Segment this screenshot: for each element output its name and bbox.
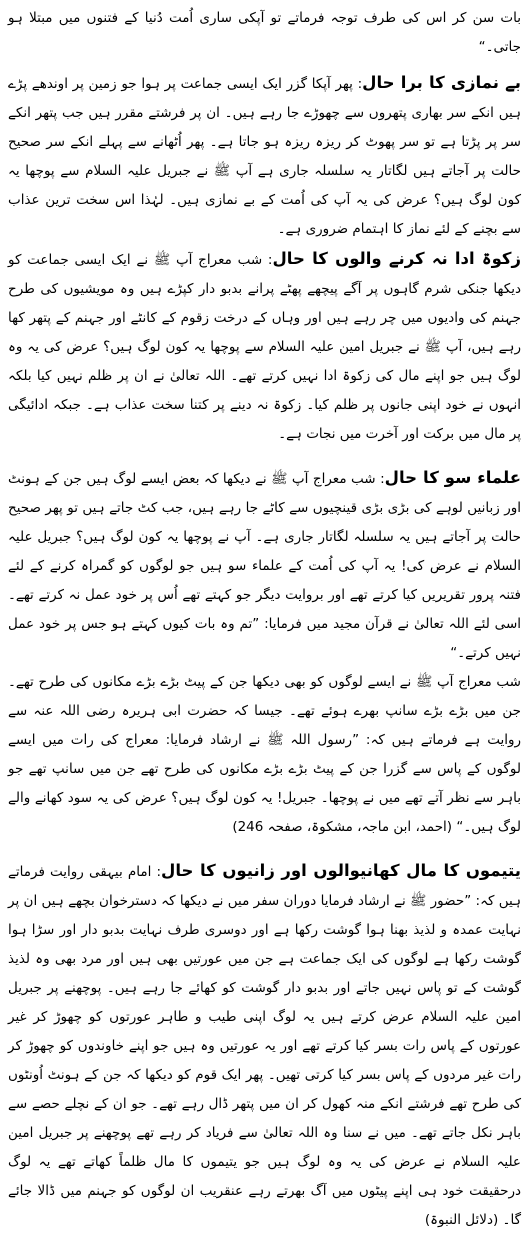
section-namaz xyxy=(8,68,521,244)
section-text: : پھر آپکا گزر ایک ایسی جماعت پر ہوا جو زمین پر اوندھے پڑے ہیں انکے سر بھاری پتھروں سے چھوڑے جا رہے ہیں۔ ان پر فرشتے مقرر ہیں جب پتھر انکے سر پر پڑتا ہے تو سر پھوٹ کر ریزہ ریزہ ہو جاتا ہے۔ پھر اُٹھانے سے پہلے انکے سر صحیح حالت پر آجاتے ہیں لگاتار یہ سلسلہ جاری ہے آپ ﷺ نے جبریل علیہ السلام سے پوچھا یہ کون لوگ ہیں؟ عرض کی یہ آپ کی اُمت کے بے نمازی ہیں۔ لہٰذا اس سخت ترین عذاب سے بچنے کے لئے نماز کا اہتمام ضروری ہے۔ xyxy=(8,76,521,237)
section-text: : شب معراج آپ ﷺ نے دیکھا کہ بعض ایسے لوگ ہیں جن کے ہونٹ اور زبانیں لوہے کی بڑی بڑی قینچیوں سے کاٹے جا رہے ہیں، جب کٹ جاتے ہیں تو پھر صحیح حالت پر آجاتے ہیں یہ سلسلہ لگاتار جاری ہے۔ آپ نے پوچھا یہ کون لوگ ہیں؟ جبریل علیہ السلام نے عرض کی! یہ آپ کی اُمت کے علماء سو ہیں جو لوگوں کو گمراہ کرنے کے لئے فتنہ پرور تقریریں کیا کرتے تھے اور بروایت دیگر جو کہتے تھے اُس پر خود عمل نہ کرتے تھے۔ اسی لئے اللہ تعالیٰ نے قرآن مجید میں فرمایا: ”تم وہ بات کیوں کہتے ہو جس پر خود عمل نہیں کرتے۔“ xyxy=(8,471,521,661)
section-heading: بے نمازی کا برا حال xyxy=(362,73,521,92)
section-sood xyxy=(8,668,521,842)
section-yateem xyxy=(8,856,521,1235)
section-heading: علماء سو کا حال xyxy=(384,468,521,487)
section-text: : امام بیہقی روایت فرماتے ہیں کہ: ”حضور ﷺ نے ارشاد فرمایا دوران سفر میں نے دیکھا کہ دسترخوان بچھے ہیں ان پر نہایت عمدہ و لذیذ بھنا ہوا گوشت رکھا ہے اور دوسری طرف نہایت بدبو دار اور سڑا ہوا گوشت رکھا ہے لوگوں کی ایک جماعت ہے جن میں عورتیں بھی ہیں اور مرد بھی وہ لذیذ گوشت کے تو پاس نہیں جاتے اور بدبو دار گوشت کو کھائے جا رہے ہیں۔ پوچھنے پر جبریل امین علیہ السلام عرض کرتے ہیں یہ لوگ اپنی طیب و طاہر عورتوں کو چھوڑ کر غیر عورتوں کے پاس رات بسر کیا کرتے تھے اور یہ عورتیں وہ ہیں جو اپنے خاوندوں کو چھوڑ کر رات غیر مردوں کے پاس بسر کیا کرتی تھیں۔ پھر ایک قوم کو دیکھا کہ جن کے ہونٹ اُونٹوں کی طرح تھے فرشتے انکے منہ کھول کر ان میں پتھر ڈال رہے تھے۔ جو ان کے نچلے حصے سے باہر نکل جاتے تھے۔ میں نے سنا وہ اللہ تعالیٰ سے فریاد کر رہے تھے پوچھنے پر جبریل امین علیہ السلام نے عرض کی یہ وہ لوگ ہیں جو یتیموں کا مال ظلماً کھاتے تھے یہ لوگ درحقیقت خود ہی اپنے پیٹوں میں آگ بھرتے رہے عنقریب ان لوگوں کو جہنم میں ڈالا جائے گا۔ (دلائل النبوۃ) xyxy=(8,864,521,1228)
intro-line: بات سن کر اس کی طرف توجہ فرماتے تو آپکی ساری اُمت دُنیا کے فتنوں میں مبتلا ہو جاتی۔“ xyxy=(8,10,521,55)
section-heading: زکوۃ ادا نہ کرنے والوں کا حال xyxy=(272,249,522,268)
section-text: : شب معراج آپ ﷺ نے ایک ایسی جماعت کو دیکھا جنکی شرم گاہوں پر آگے پیچھے پھٹے پرانے بدبو دار کپڑے ہیں وہ مویشیوں کی طرح جہنم کی وادیوں میں چر رہے ہیں اور وہاں کے درخت زقوم کے کانٹے اور جہنم کے پتھر کھا رہے ہیں، آپ ﷺ نے جبریل امین علیہ السلام سے پوچھا یہ کون لوگ ہیں؟ عرض کی یہ وہ لوگ ہیں جو اپنے مال کی زکوۃ ادا نہیں کرتے تھے۔ اللہ تعالیٰ نے ان پر ظلم نہیں کیا بلکہ انہوں نے خود اپنی جانوں پر ظلم کیا۔ زکوۃ نہ دینے پر کتنا سخت عذاب ہے۔ جبکہ ادائیگی پر مال میں برکت اور آخرت میں نجات ہے۔ xyxy=(8,252,521,442)
section-zakat xyxy=(8,244,521,449)
section-heading: یتیموں کا مال کھانیوالوں اور زانیوں کا حال xyxy=(161,861,521,880)
section-text: شب معراج آپ ﷺ نے ایسے لوگوں کو بھی دیکھا جن کے پیٹ بڑے بڑے مکانوں کی طرح تھے۔ جن میں بڑے بڑے سانپ بھرے ہوئے تھے۔ جیسا کہ حضرت ابی ہریرہ رضی اللہ عنہ سے روایت ہے فرماتے ہیں کہ: ”رسول اللہ ﷺ نے ارشاد فرمایا: معراج کی رات میں ایسے لوگوں کے پاس سے گزرا جن کے پیٹ بڑے بڑے مکانوں کی طرح تھے جن میں سانپ تھے جو باہر سے نظر آتے تھے میں نے پوچھا۔ جبریل! یہ کون لوگ ہیں؟ عرض کی یہ سود کھانے والے لوگ ہیں۔“ (احمد، ابن ماجہ، مشکوۃ، صفحہ 246) xyxy=(8,674,521,835)
section-ulama xyxy=(8,463,521,668)
